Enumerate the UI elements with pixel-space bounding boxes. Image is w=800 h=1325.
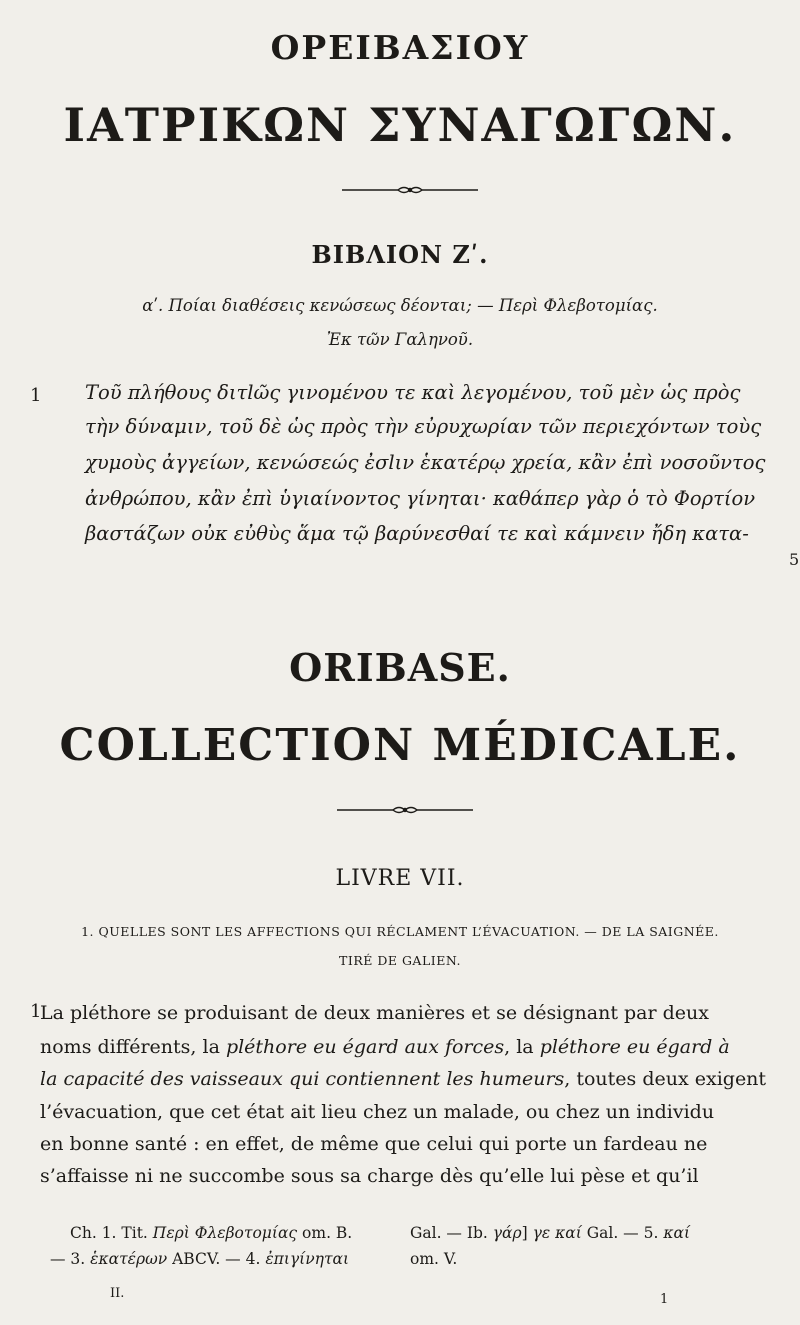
french-italic-span: pléthore eu égard aux forces — [225, 1036, 505, 1058]
footnote-italic-span: καί — [663, 1224, 691, 1242]
french-paragraph-number: 1 — [30, 1001, 42, 1022]
ornament-divider-icon — [335, 803, 475, 817]
greek-text-line: τὴν δύναμιν, τοῦ δὲ ὡς πρὸς τὴν εὐρυχωρίαν τῶν περιεχόντων τοὺς — [85, 415, 762, 438]
footnote-span: Ch. 1. Tit. — [70, 1224, 153, 1242]
french-text-line: La pléthore se produisant de deux manières et se désignant par deux — [40, 1002, 709, 1024]
signature-mark: II. — [110, 1286, 125, 1301]
french-text-span: , la — [504, 1036, 540, 1058]
french-text-line: l’évacuation, que cet état ait lieu chez un malade, ou chez un individu — [40, 1101, 715, 1123]
greek-chapter-source: Ἐκ τῶν Γαληνοῦ. — [326, 330, 474, 349]
footnote-italic-span: ἐπιγίνηται — [265, 1250, 350, 1268]
footnote-italic-span: Περὶ Φλεβοτομίας — [152, 1224, 298, 1242]
footnote-left-line — [70, 1224, 352, 1242]
french-text-line: s’affaisse ni ne succombe sous sa charge dès qu’elle lui pèse et qu’il — [40, 1165, 699, 1187]
footnote-italic-span: γάρ — [492, 1224, 522, 1242]
french-chapter-title: 1. QUELLES SONT LES AFFECTIONS QUI RÉCLAMENT L’ÉVACUATION. — DE LA SAIGNÉE. — [81, 924, 719, 939]
french-work-title: COLLECTION MÉDICALE. — [59, 720, 741, 771]
french-text-span: , toutes deux exigent — [564, 1068, 767, 1090]
french-author-title: ORIBASE. — [289, 645, 511, 690]
page-mark: 1 — [660, 1292, 669, 1307]
footnote-span: Gal. — 5. — [581, 1224, 664, 1242]
french-chapter-source: TIRÉ DE GALIEN. — [339, 953, 461, 968]
greek-paragraph-number: 1 — [30, 385, 42, 406]
french-italic-span: la capacité des vaisseaux qui contiennent les humeurs — [40, 1068, 565, 1090]
greek-book-number: ΒΙΒΛΙΟΝ Ζʹ. — [311, 240, 489, 269]
footnote-span: — 3. — [50, 1250, 91, 1268]
footnote-span: ] — [521, 1224, 533, 1242]
greek-text-line: ἀνθρώπου, κἂν ἐπὶ ὑγιαίνοντος γίνηται· καθάπερ γὰρ ὁ τὸ Φορτίον — [85, 487, 756, 510]
greek-text-line: χυμοὺς ἀγγείων, κενώσεώς ἐσlιν ἑκατέρῳ χρεία, κἂν ἐπὶ νοσοῦντος — [85, 451, 766, 474]
greek-work-title: ΙΑΤΡΙΚΩΝ ΣΥΝΑΓΩΓΩΝ. — [63, 98, 737, 152]
footnote-right-line: om. V. — [410, 1250, 458, 1268]
greek-chapter-title: αʹ. Ποίαι διαθέσεις κενώσεως δέονται; — Περὶ Φλεβοτομίας. — [142, 296, 658, 315]
greek-author-title: ΟΡΕΙΒΑΣΙΟΥ — [270, 28, 530, 67]
footnote-span: om. B. — [297, 1224, 353, 1242]
french-text-line — [40, 1036, 766, 1058]
footnote-span: Gal. — Ib. — [410, 1224, 493, 1242]
footnote-left-line — [50, 1250, 349, 1268]
greek-text-line: Τοῦ πλήθους διτlῶς γινομένου τε καὶ λεγομένου, τοῦ μὲν ὡς πρὸς — [85, 381, 741, 404]
greek-margin-line-number: 5 — [789, 550, 800, 569]
footnote-italic-span: γε καί — [532, 1224, 582, 1242]
french-text-line — [40, 1068, 766, 1090]
footnote-span: ABCV. — 4. — [167, 1250, 266, 1268]
footnote-italic-span: ἑκατέρων — [90, 1250, 168, 1268]
ornament-divider-icon — [340, 183, 480, 197]
french-book-number: LIVRE VII. — [335, 866, 465, 891]
french-text-line: en bonne santé : en effet, de même que celui qui porte un fardeau ne — [40, 1133, 708, 1155]
french-italic-span: pléthore eu égard à — [539, 1036, 730, 1058]
french-text-span: noms différents, la — [40, 1036, 226, 1058]
footnote-right-line — [410, 1224, 690, 1242]
greek-text-line: βαστάζων οὐκ εὐθὺς ἅμα τῷ βαρύνεσθαί τε καὶ κάμνειν ἤδη κατα- — [85, 522, 749, 545]
